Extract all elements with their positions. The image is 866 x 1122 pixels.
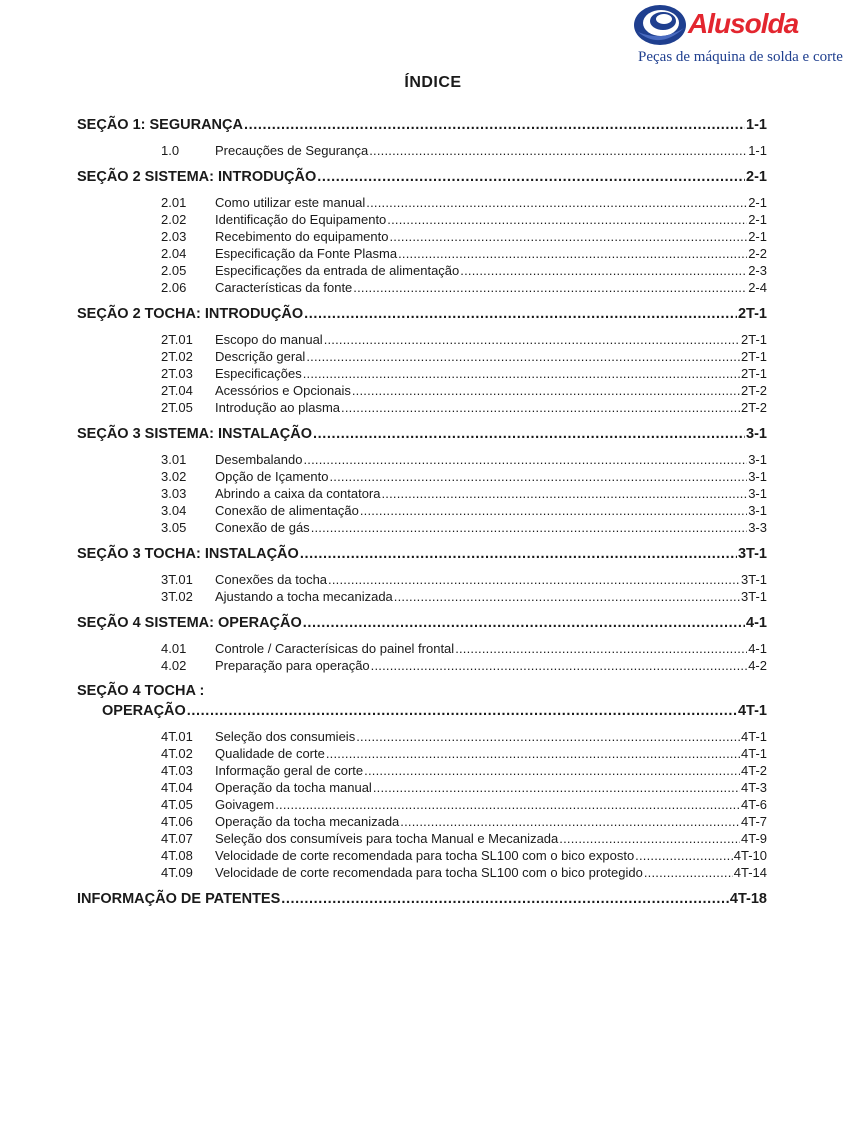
- toc-entry-label[interactable]: Operação da tocha manual: [215, 780, 372, 795]
- toc-section-row[interactable]: [77, 167, 767, 187]
- toc-entry-page[interactable]: 4T-6: [740, 797, 767, 812]
- toc-entry-label[interactable]: Especificações: [215, 366, 302, 381]
- toc-entry-page[interactable]: 3-3: [748, 520, 767, 535]
- toc-section-title[interactable]: SEÇÃO 3 TOCHA: INSTALAÇÃO: [77, 546, 299, 562]
- toc-entry-row[interactable]: [77, 228, 767, 245]
- toc-entry-page[interactable]: 2-1: [748, 229, 767, 244]
- brand-logo: [628, 0, 843, 70]
- toc-leader-dots: [387, 211, 747, 228]
- toc-leader-dots: [352, 382, 740, 399]
- toc-entry-label[interactable]: Informação geral de corte: [215, 763, 364, 778]
- toc-section-title-line2[interactable]: OPERAÇÃO: [102, 703, 186, 719]
- toc-entry-label[interactable]: Introdução ao plasma: [215, 400, 341, 415]
- toc-entry-row[interactable]: [77, 194, 767, 211]
- toc-section-title-line1[interactable]: SEÇÃO 4 TOCHA :: [77, 683, 205, 699]
- toc-section-title[interactable]: SEÇÃO 2 SISTEMA: INTRODUÇÃO: [77, 169, 317, 185]
- toc-leader-dots: [559, 830, 740, 847]
- toc-entry-page[interactable]: 2-1: [748, 212, 767, 227]
- toc-entry-number: 4T.04: [161, 780, 193, 795]
- toc-leader-dots: [275, 796, 740, 813]
- toc-section-page[interactable]: 4T-1: [737, 703, 767, 719]
- toc-entry-page[interactable]: 2T-1: [740, 332, 767, 347]
- toc-leader-dots: [313, 424, 745, 444]
- toc-entry-label[interactable]: Descrição geral: [215, 349, 306, 364]
- toc-leader-dots: [244, 115, 745, 135]
- toc-entry-number: 3.03: [161, 486, 187, 501]
- toc-leader-dots: [317, 167, 745, 187]
- toc-section-row[interactable]: [77, 115, 767, 135]
- toc-entry-number: 4T.05: [161, 797, 193, 812]
- toc-leader-dots: [324, 331, 740, 348]
- toc-leader-dots: [303, 451, 747, 468]
- toc-entry-number: 2T.01: [161, 332, 193, 347]
- toc-entry-label[interactable]: Operação da tocha mecanizada: [215, 814, 400, 829]
- toc-entry-page[interactable]: 3-1: [748, 469, 767, 484]
- toc-leader-dots: [635, 847, 733, 864]
- toc-entry-number: 4.02: [161, 658, 187, 673]
- toc-entry-page[interactable]: 2-4: [748, 280, 767, 295]
- toc-section-row[interactable]: [77, 424, 767, 444]
- toc-entry-page[interactable]: 4T-14: [733, 865, 767, 880]
- toc-section-page[interactable]: 3T-1: [737, 546, 767, 562]
- toc-entry-label[interactable]: Goivagem: [215, 797, 275, 812]
- toc-section-page[interactable]: 3-1: [746, 426, 767, 442]
- toc-leader-dots: [353, 279, 747, 296]
- alusolda-swirl-icon: [632, 2, 688, 48]
- toc-entry-row[interactable]: [77, 796, 767, 813]
- toc-entry-label[interactable]: Conexão de gás: [215, 520, 310, 535]
- toc-entry-row[interactable]: [77, 279, 767, 296]
- toc-entry-row[interactable]: [77, 468, 767, 485]
- toc-entry-number: 2.05: [161, 263, 187, 278]
- toc-entry-page[interactable]: 3-1: [748, 486, 767, 501]
- toc-entry-label[interactable]: Seleção dos consumíveis para tocha Manual e Mecanizada: [215, 831, 559, 846]
- toc-section-page[interactable]: 2T-1: [737, 306, 767, 322]
- toc-entry-page[interactable]: 2T-2: [740, 383, 767, 398]
- toc-leader-dots: [311, 519, 748, 536]
- toc-section-title[interactable]: SEÇÃO 3 SISTEMA: INSTALAÇÃO: [77, 426, 312, 442]
- toc-entry-row[interactable]: [77, 779, 767, 796]
- brand-tagline: Peças de máquina de solda e corte: [638, 49, 843, 65]
- toc-section-row[interactable]: [77, 701, 767, 721]
- toc-entry-label[interactable]: Como utilizar este manual: [215, 195, 366, 210]
- toc-entry-number: 4T.06: [161, 814, 193, 829]
- toc-entry-page[interactable]: 2-1: [748, 195, 767, 210]
- toc-entry-row[interactable]: [77, 588, 767, 605]
- toc-entry-number: 4T.02: [161, 746, 193, 761]
- toc-entry-number: 2.02: [161, 212, 187, 227]
- toc-entry-label[interactable]: Qualidade de corte: [215, 746, 325, 761]
- toc-entry-page[interactable]: 4T-1: [740, 729, 767, 744]
- toc-entry-label[interactable]: Especificação da Fonte Plasma: [215, 246, 398, 261]
- toc-entry-page[interactable]: 4T-10: [733, 848, 767, 863]
- toc-entry-label[interactable]: Conexões da tocha: [215, 572, 328, 587]
- toc-entry-page[interactable]: 2-2: [748, 246, 767, 261]
- toc-entry-page[interactable]: 4T-9: [740, 831, 767, 846]
- toc-leader-dots: [360, 502, 747, 519]
- toc-entry-page[interactable]: 4T-3: [740, 780, 767, 795]
- page-title: ÍNDICE: [404, 74, 462, 91]
- toc-entry-page[interactable]: 2-3: [748, 263, 767, 278]
- toc-entry-label[interactable]: Velocidade de corte recomendada para tocha SL100 com o bico exposto: [215, 848, 635, 863]
- toc-entry-page[interactable]: 4T-7: [740, 814, 767, 829]
- toc-entry-number: 3T.02: [161, 589, 193, 604]
- toc-leader-dots: [300, 544, 737, 564]
- toc-entry-number: 3.05: [161, 520, 187, 535]
- toc-entry-row[interactable]: [77, 142, 767, 159]
- brand-name: Alusolda: [688, 8, 799, 39]
- toc-entry-row[interactable]: [77, 864, 767, 881]
- toc-entry-number: 4T.01: [161, 729, 193, 744]
- toc-entry-page[interactable]: 3-1: [748, 503, 767, 518]
- toc-entry-row[interactable]: [77, 502, 767, 519]
- toc-section-row[interactable]: [77, 304, 767, 324]
- toc-entry-row[interactable]: [77, 830, 767, 847]
- toc-entry-label[interactable]: Preparação para operação: [215, 658, 370, 673]
- toc-entry-label[interactable]: Seleção dos consumieis: [215, 729, 356, 744]
- toc-entry-label[interactable]: Escopo do manual: [215, 332, 323, 347]
- toc-section-title[interactable]: SEÇÃO 4 SISTEMA: OPERAÇÃO: [77, 615, 302, 631]
- toc-section-row[interactable]: [77, 544, 767, 564]
- toc-entry-number: 2.04: [161, 246, 187, 261]
- toc-entry-number: 4T.09: [161, 865, 193, 880]
- toc-entry-label[interactable]: Especificações da entrada de alimentação: [215, 263, 460, 278]
- toc-leader-dots: [371, 657, 748, 674]
- toc-entry-row[interactable]: [77, 745, 767, 762]
- toc-entry-page[interactable]: 1-1: [748, 143, 767, 158]
- toc-entry-label[interactable]: Desembalando: [215, 452, 303, 467]
- toc-section-page[interactable]: 4T-18: [729, 891, 767, 907]
- toc-entry-label[interactable]: Precauções de Segurança: [215, 143, 369, 158]
- toc-leader-dots: [356, 728, 740, 745]
- toc-entry-page[interactable]: 4T-1: [740, 746, 767, 761]
- toc-section-title[interactable]: SEÇÃO 2 TOCHA: INTRODUÇÃO: [77, 306, 304, 322]
- toc-leader-dots: [455, 640, 747, 657]
- toc-entry-label[interactable]: Controle / Caracterísicas do painel frontal: [215, 641, 455, 656]
- toc-section-page[interactable]: 4-1: [746, 615, 767, 631]
- toc-entry-label[interactable]: Acessórios e Opcionais: [215, 383, 351, 398]
- toc-section-page[interactable]: 2-1: [746, 169, 767, 185]
- toc-leader-dots: [373, 779, 740, 796]
- toc-entry-number: 3.04: [161, 503, 187, 518]
- toc-section-title[interactable]: SEÇÃO 1: SEGURANÇA: [77, 117, 243, 133]
- toc-section-row[interactable]: [77, 613, 767, 633]
- toc-leader-dots: [303, 365, 740, 382]
- toc-entry-number: 4T.07: [161, 831, 193, 846]
- toc-entry-number: 3.02: [161, 469, 187, 484]
- toc-entry-number: 2.01: [161, 195, 187, 210]
- toc-entry-number: 1.0: [161, 143, 180, 158]
- toc-leader-dots: [394, 588, 740, 605]
- toc-leader-dots: [389, 228, 747, 245]
- toc-entry-row[interactable]: [77, 813, 767, 830]
- toc-leader-dots: [400, 813, 740, 830]
- toc-leader-dots: [281, 889, 729, 909]
- toc-entry-label[interactable]: Velocidade de corte recomendada para tocha SL100 com o bico protegido: [215, 865, 643, 880]
- toc-leader-dots: [329, 468, 747, 485]
- toc-entry-label[interactable]: Ajustando a tocha mecanizada: [215, 589, 393, 604]
- toc-entry-number: 4T.03: [161, 763, 193, 778]
- toc-entry-number: 3.01: [161, 452, 187, 467]
- toc-entry-label[interactable]: Conexão de alimentação: [215, 503, 359, 518]
- toc-entry-row[interactable]: [77, 348, 767, 365]
- toc-entry-label[interactable]: Características da fonte: [215, 280, 353, 295]
- toc-entry-row[interactable]: [77, 640, 767, 657]
- toc-section-page[interactable]: 1-1: [746, 117, 767, 133]
- toc-entry-label[interactable]: Abrindo a caixa da contatora: [215, 486, 381, 501]
- toc-entry-label[interactable]: Recebimento do equipamento: [215, 229, 389, 244]
- toc-section-heading: [77, 682, 767, 721]
- toc-entry-page[interactable]: 2T-2: [740, 400, 767, 415]
- toc-entry-label[interactable]: Opção de Içamento: [215, 469, 329, 484]
- toc-entry-row[interactable]: [77, 847, 767, 864]
- toc-entry-number: 3T.01: [161, 572, 193, 587]
- toc-leader-dots: [303, 613, 745, 633]
- toc-entry-page[interactable]: 4-2: [748, 658, 767, 673]
- toc-leader-dots: [460, 262, 747, 279]
- toc-leader-dots: [398, 245, 747, 262]
- toc-entry-row[interactable]: [77, 657, 767, 674]
- toc-section-title[interactable]: INFORMAÇÃO DE PATENTES: [77, 891, 281, 907]
- toc-entry-row[interactable]: [77, 245, 767, 262]
- toc-leader-dots: [328, 571, 740, 588]
- toc-entry-label[interactable]: Identificação do Equipamento: [215, 212, 387, 227]
- toc-entry-row[interactable]: [77, 451, 767, 468]
- toc-entry-row[interactable]: [77, 519, 767, 536]
- toc-entry-number: 4.01: [161, 641, 187, 656]
- toc-entry-number: 2.06: [161, 280, 187, 295]
- toc-leader-dots: [187, 701, 737, 721]
- toc-entry-page[interactable]: 3T-1: [740, 589, 767, 604]
- toc-entry-row[interactable]: [77, 399, 767, 416]
- toc-entry-number: 2T.03: [161, 366, 193, 381]
- toc-entry-row[interactable]: [77, 365, 767, 382]
- toc-entry-page[interactable]: 3T-1: [740, 572, 767, 587]
- table-of-contents: [77, 109, 767, 916]
- toc-entry-row[interactable]: [77, 262, 767, 279]
- toc-entry-page[interactable]: 3-1: [748, 452, 767, 467]
- toc-entry-number: 2T.02: [161, 349, 193, 364]
- toc-entry-row[interactable]: [77, 382, 767, 399]
- toc-entry-number: 2T.05: [161, 400, 193, 415]
- toc-entry-row[interactable]: [77, 211, 767, 228]
- toc-entry-number: 2.03: [161, 229, 187, 244]
- toc-leader-dots: [306, 348, 740, 365]
- toc-section-row[interactable]: [77, 889, 767, 909]
- toc-entry-row[interactable]: [77, 485, 767, 502]
- toc-entry-number: 4T.08: [161, 848, 193, 863]
- toc-entry-page[interactable]: 4T-2: [740, 763, 767, 778]
- toc-leader-dots: [382, 485, 748, 502]
- toc-entry-page[interactable]: 2T-1: [740, 349, 767, 364]
- toc-entry-page[interactable]: 2T-1: [740, 366, 767, 381]
- toc-entry-row[interactable]: [77, 331, 767, 348]
- toc-entry-row[interactable]: [77, 728, 767, 745]
- toc-leader-dots: [326, 745, 740, 762]
- toc-leader-dots: [644, 864, 733, 881]
- toc-entry-page[interactable]: 4-1: [748, 641, 767, 656]
- toc-leader-dots: [304, 304, 737, 324]
- toc-entry-row[interactable]: [77, 762, 767, 779]
- toc-entry-number: 2T.04: [161, 383, 193, 398]
- toc-leader-dots: [369, 142, 747, 159]
- toc-leader-dots: [364, 762, 740, 779]
- toc-leader-dots: [341, 399, 740, 416]
- toc-leader-dots: [366, 194, 747, 211]
- toc-entry-row[interactable]: [77, 571, 767, 588]
